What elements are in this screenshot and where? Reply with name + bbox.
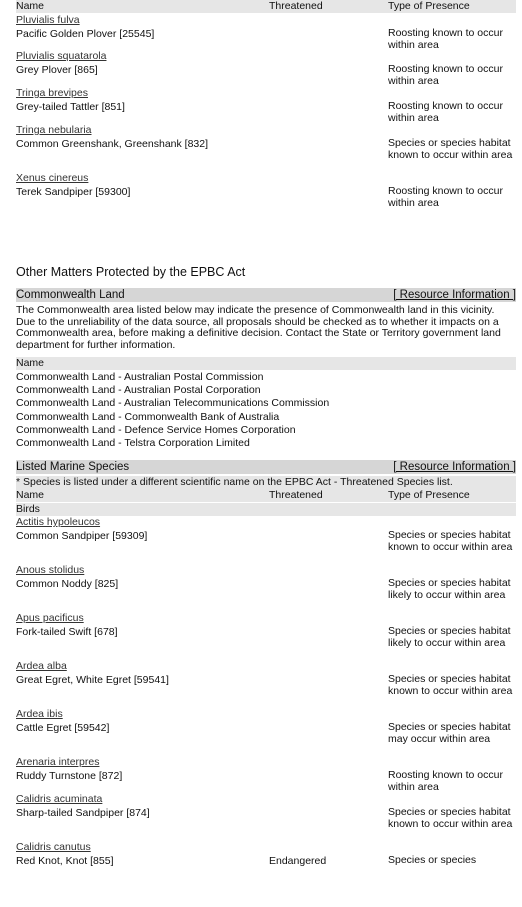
common-name: Common Noddy [825] [16, 578, 119, 590]
scientific-name-link[interactable]: Tringa nebularia [16, 124, 92, 136]
list-item: Commonwealth Land - Commonwealth Bank of Australia [16, 410, 280, 423]
table-row [16, 124, 516, 161]
commonwealth-land-name-header [16, 357, 516, 370]
group-row-birds: Birds [16, 503, 516, 516]
common-name: Ruddy Turnstone [872] [16, 770, 123, 782]
table-row [16, 756, 516, 793]
listed-marine-table-header [16, 489, 516, 502]
common-name: Grey Plover [865] [16, 64, 98, 76]
common-name: Common Greenshank, Greenshank [832] [16, 138, 209, 150]
common-name: Cattle Egret [59542] [16, 722, 110, 734]
resource-information-link[interactable]: [ Resource Information ] [393, 289, 516, 301]
table-row [16, 14, 516, 51]
table-row [16, 172, 516, 209]
top-table-header [16, 0, 516, 13]
list-item: Commonwealth Land - Australian Postal Corporation [16, 384, 261, 397]
table-row [16, 50, 516, 87]
table-row [16, 87, 516, 124]
scientific-name-link[interactable]: Anous stolidus [16, 564, 85, 576]
presence-type: Species or species [388, 854, 477, 866]
col-name-header: Name [16, 357, 45, 369]
listed-marine-species-title: Listed Marine Species [16, 461, 130, 473]
common-name: Great Egret, White Egret [59541] [16, 674, 169, 686]
presence-type: Roosting known to occur within area [388, 100, 503, 124]
list-item: Commonwealth Land - Australian Postal Commission [16, 371, 264, 383]
listed-marine-note: * Species is listed under a different scientific name on the EPBC Act - Threatened Species list. [16, 476, 516, 489]
scientific-name-link[interactable]: Pluvialis fulva [16, 14, 80, 26]
commonwealth-land-title: Commonwealth Land [16, 289, 125, 301]
scientific-name-link[interactable]: Actitis hypoleucos [16, 516, 101, 528]
commonwealth-land-list [16, 371, 516, 450]
table-row [16, 793, 516, 830]
scientific-name-link[interactable]: Calidris acuminata [16, 793, 103, 805]
presence-type: Roosting known to occur within area [388, 63, 503, 87]
table-row [16, 516, 516, 553]
common-name: Red Knot, Knot [855] [16, 855, 114, 867]
listed-marine-species-header [16, 460, 516, 474]
scientific-name-link[interactable]: Apus pacificus [16, 612, 84, 624]
presence-type: Species or species habitat likely to occur within area [388, 577, 511, 601]
col-threatened-header: Threatened [269, 0, 323, 12]
col-presence-header: Type of Presence [388, 0, 470, 12]
common-name: Fork-tailed Swift [678] [16, 626, 118, 638]
list-item: Commonwealth Land - Telstra Corporation Limited [16, 436, 250, 449]
resource-information-link[interactable]: [ Resource Information ] [393, 461, 516, 473]
common-name: Terek Sandpiper [59300] [16, 186, 131, 198]
list-item: Commonwealth Land - Australian Telecommunications Commission [16, 397, 330, 410]
presence-type: Species or species habitat known to occur within area [388, 673, 513, 697]
table-row [16, 660, 516, 697]
presence-type: Species or species habitat known to occur within area [388, 529, 513, 553]
scientific-name-link[interactable]: Xenus cinereus [16, 172, 89, 184]
threatened-status: Endangered [269, 855, 327, 867]
presence-type: Roosting known to occur within area [388, 769, 503, 793]
list-item: Commonwealth Land - Defence Service Homes Corporation [16, 423, 296, 436]
col-name-header: Name [16, 0, 45, 12]
commonwealth-land-description: The Commonwealth area listed below may indicate the presence of Commonwealth land in this vicinity. Due to the unreliability of the data source, all proposals should be checked as to whether it impacts on a Commonwealth area, before making a definitive decision. Contact the State or Territory government land department for further information. [16, 304, 501, 351]
common-name: Common Sandpiper [59309] [16, 530, 148, 542]
scientific-name-link[interactable]: Tringa brevipes [16, 87, 88, 99]
col-threatened-header: Threatened [269, 489, 323, 501]
section-title: Other Matters Protected by the EPBC Act [16, 265, 246, 279]
presence-type: Species or species habitat known to occur within area [388, 806, 513, 830]
scientific-name-link[interactable]: Pluvialis squatarola [16, 50, 107, 62]
presence-type: Species or species habitat known to occur within area [388, 137, 513, 161]
col-presence-header: Type of Presence [388, 489, 470, 501]
presence-type: Roosting known to occur within area [388, 27, 503, 51]
common-name: Sharp-tailed Sandpiper [874] [16, 807, 150, 819]
table-row [16, 841, 516, 867]
common-name: Grey-tailed Tattler [851] [16, 101, 125, 113]
scientific-name-link[interactable]: Ardea ibis [16, 708, 63, 720]
table-row [16, 612, 516, 649]
presence-type: Species or species habitat likely to occur within area [388, 625, 511, 649]
scientific-name-link[interactable]: Arenaria interpres [16, 756, 100, 768]
common-name: Pacific Golden Plover [25545] [16, 28, 155, 40]
table-row [16, 564, 516, 601]
col-name-header: Name [16, 489, 45, 501]
scientific-name-link[interactable]: Calidris canutus [16, 841, 91, 853]
scientific-name-link[interactable]: Ardea alba [16, 660, 67, 672]
presence-type: Species or species habitat may occur within area [388, 721, 511, 745]
presence-type: Roosting known to occur within area [388, 185, 503, 209]
commonwealth-land-header [16, 288, 516, 302]
table-row [16, 708, 516, 745]
